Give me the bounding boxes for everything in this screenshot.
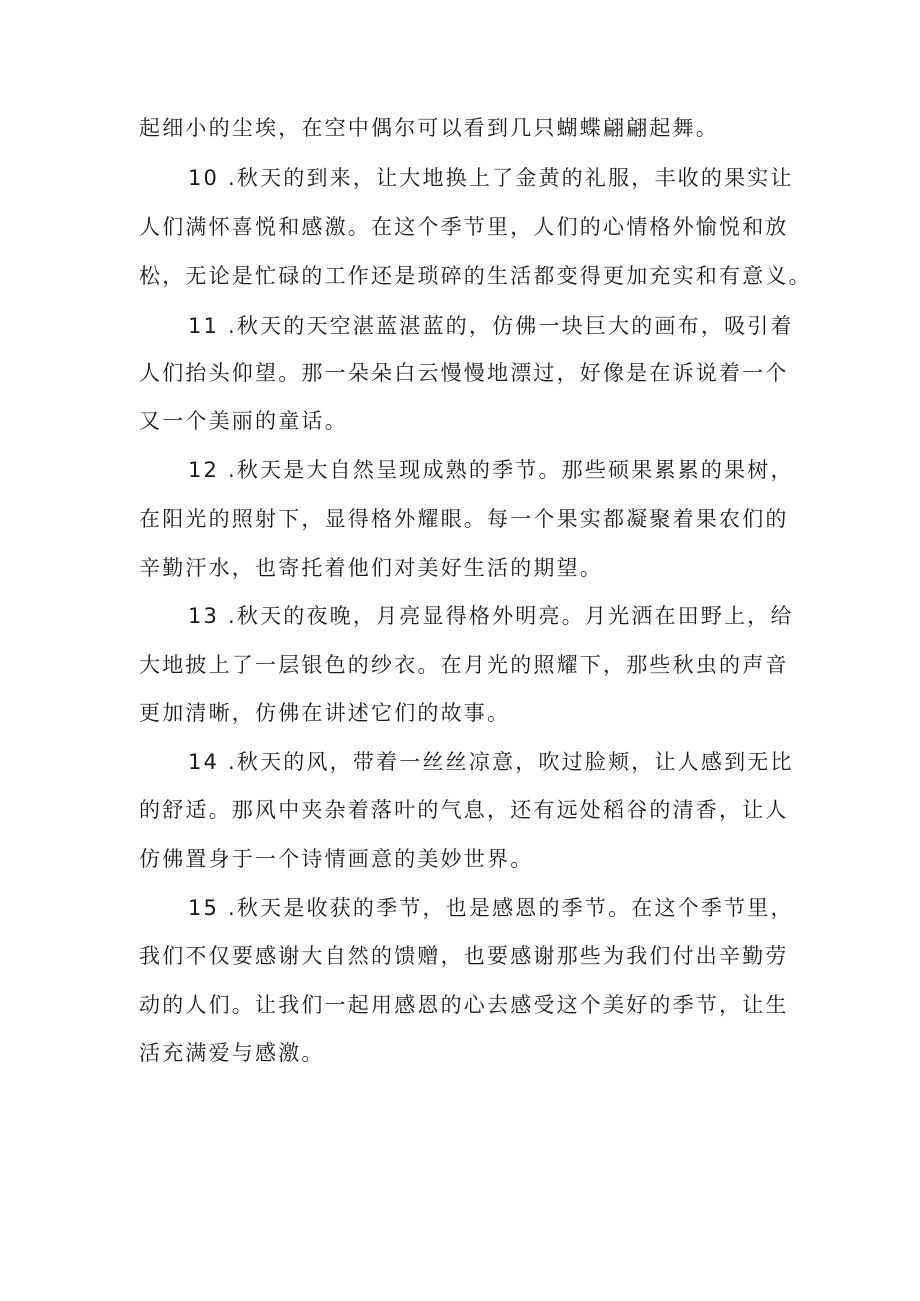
text-line: 松，无论是忙碌的工作还是琐碎的生活都变得更加充实和有意义。 (139, 264, 812, 288)
paragraph-13-first-line: 13 .秋天的夜晚，月亮显得格外明亮。月光洒在田野上，给 (188, 604, 794, 628)
text-line: 我们不仅要感谢大自然的馈赠，也要感谢那些为我们付出辛勤劳 (139, 944, 789, 968)
text-line: 又一个美丽的童话。 (139, 409, 348, 433)
text-line: 的舒适。那风中夹杂着落叶的气息，还有远处稻谷的清香，让人 (139, 798, 789, 822)
text-line: 起细小的尘埃，在空中偶尔可以看到几只蝴蝶翩翩起舞。 (139, 116, 719, 140)
text-line: 人们抬头仰望。那一朵朵白云慢慢地漂过，好像是在诉说着一个 (139, 361, 789, 385)
paragraph-15-first-line: 15 .秋天是收获的季节，也是感恩的季节。在这个季节里， (188, 896, 794, 920)
text-line: 活充满爱与感激。 (139, 1041, 325, 1065)
text-line: 人们满怀喜悦和感激。在这个季节里，人们的心情格外愉悦和放 (139, 215, 789, 239)
paragraph-12-first-line: 12 .秋天是大自然呈现成熟的季节。那些硕果累累的果树， (188, 458, 794, 482)
paragraph-14-first-line: 14 .秋天的风，带着一丝丝凉意，吹过脸颊，让人感到无比 (188, 750, 794, 774)
paragraph-11-first-line: 11 .秋天的天空湛蓝湛蓝的，仿佛一块巨大的画布，吸引着 (188, 314, 794, 338)
text-line: 更加清晰，仿佛在讲述它们的故事。 (139, 701, 511, 725)
paragraph-10-first-line: 10 .秋天的到来，让大地换上了金黄的礼服，丰收的果实让 (188, 166, 794, 190)
text-line: 仿佛置身于一个诗情画意的美妙世界。 (139, 847, 534, 871)
text-line: 在阳光的照射下，显得格外耀眼。每一个果实都凝聚着果农们的 (139, 507, 789, 531)
text-line: 动的人们。让我们一起用感恩的心去感受这个美好的季节，让生 (139, 993, 789, 1017)
text-line: 大地披上了一层银色的纱衣。在月光的照耀下，那些秋虫的声音 (139, 653, 789, 677)
text-line: 辛勤汗水，也寄托着他们对美好生活的期望。 (139, 556, 603, 580)
